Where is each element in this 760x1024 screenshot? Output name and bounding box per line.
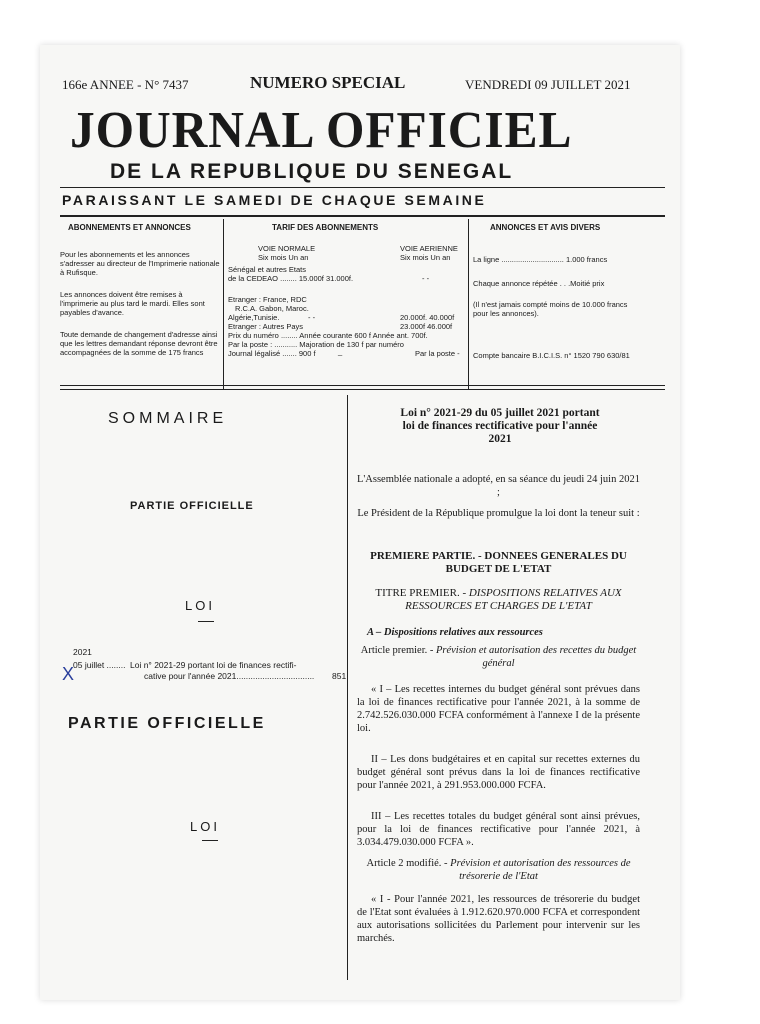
tariff-row-france: Etranger : France, RDC [228,295,307,304]
tariff-row-legalise-dash: _ [338,347,343,356]
promulgation-text: Le Président de la République promulgue la loi dont la teneur suit : [357,508,640,519]
section-a-heading: A – Dispositions relatives aux ressources [367,627,543,638]
divider [60,187,665,188]
ads-line-price: La ligne .............................. 1.000 francs [473,255,608,264]
divider [60,215,665,217]
divider [223,219,224,389]
sommaire-heading: SOMMAIRE [108,410,228,427]
titre-premier-rest: DISPOSITIONS RELATIVES AUX RESSOURCES ET CHARGES DE L'ETAT [405,587,622,612]
tariff-row-algerie-normal: - - [308,313,316,322]
column-divider [347,395,348,980]
tariff-row-legalise-post: Par la poste - [415,349,460,358]
journal-subtitle: DE LA REPUBLIQUE DU SENEGAL [110,160,514,183]
law-title: Loi n° 2021-29 du 05 juillet 2021 portant loi de finances rectificative pour l'année 2021 [400,407,600,445]
divider [468,219,469,389]
special-issue-label: NUMERO SPECIAL [250,73,406,92]
divider [60,389,665,390]
voie-aerienne-label: VOIE AERIENNE [400,244,458,253]
article-1-heading [357,644,640,670]
handwritten-mark: X [62,664,75,684]
entry-date: 05 juillet ........ [73,660,126,670]
ads-minimum: (Il n'est jamais compté moins de 10.000 francs pour les annonces). [473,300,628,318]
partie-officielle-heading: PARTIE OFFICIELLE [130,500,254,512]
loi-heading: LOI [185,598,215,613]
subscriptions-text-2: Les annonces doivent être remises à l'imprimerie au plus tard le mardi. Elles sont payables d'avance. [60,290,205,317]
tariffs-heading: TARIF DES ABONNEMENTS [272,223,379,232]
entry-year: 2021 [73,647,92,657]
tariff-row-cedeao: de la CEDEAO ........ 15.000f 31.000f. [228,274,354,283]
divider [202,840,218,841]
tariff-row-autres: Etranger : Autres Pays [228,322,304,331]
tariff-row-poste: Par la poste : ........... Majoration de 130 f par numéro [228,340,404,349]
tariff-row-cedeao-air: - - [422,274,430,283]
article-2-heading [357,857,640,883]
entry-page: 851 [332,671,347,681]
article-2-title: Prévision et autorisation des ressources de trésorerie de l'Etat [450,858,631,882]
titre-premier-lead: TITRE PREMIER. - [375,587,467,599]
divider [198,621,214,622]
tariff-row-prix: Prix du numéro ........ Année courante 600 f Année ant. 700f. [228,331,428,340]
subscriptions-heading: ABONNEMENTS ET ANNONCES [68,223,191,232]
tariff-row-senegal: Sénégal et autres Etats [228,265,306,274]
tariff-row-rca: R.C.A. Gabon, Maroc. [235,304,309,313]
article-1-paragraph-1: « I – Les recettes internes du budget général sont prévues dans la loi de finances rectificative pour l'année 2021, à la somme de 2.742.526.030.000 FCFA conformément à l'annexe I de la présente loi. [357,684,640,734]
divider [60,385,665,386]
article-2-lead: Article 2 modifié. - [366,858,448,869]
tariff-row-legalise: Journal légalisé ....... 900 f [228,349,316,358]
tariff-row-autres-air: 23.000f 46.000f [400,322,453,331]
article-1-lead: Article premier. - [360,645,434,656]
publication-frequency: PARAISSANT LE SAMEDI DE CHAQUE SEMAINE [62,192,487,208]
tariff-row-algerie: Algérie,Tunisie. [228,313,280,322]
article-1-paragraph-3: III – Les recettes totales du budget général sont ainsi prévues, pour la loi de finances rectificative pour l'année 2021, à 3.034.479.030.000 FCFA ». [357,811,640,848]
article-2-paragraph-1: « I - Pour l'année 2021, les ressources de trésorerie du budget de l'Etat sont évaluées à 1.912.620.970.000 FCFA et correspondent aux autorisations sollicitées du Parlement pour intervenir sur les marchés. [357,894,640,944]
subscriptions-text-1: Pour les abonnements et les annonces s'adresser au directeur de l'Imprimerie nationale à Rufisque. [60,250,220,277]
loi-heading-2: LOI [190,819,220,834]
bank-account: Compte bancaire B.I.C.I.S. n° 1520 790 630/81 [473,351,630,360]
partie-officielle-heading-2: PARTIE OFFICIELLE [68,715,266,732]
part-one-heading: PREMIERE PARTIE. - DONNEES GENERALES DU BUDGET DE L'ETAT [370,550,627,575]
article-1-title: Prévision et autorisation des recettes du budget général [435,645,637,669]
ads-heading: ANNONCES ET AVIS DIVERS [490,223,601,232]
document-page [40,45,680,1000]
subscriptions-text-3: Toute demande de changement d'adresse ainsi que les lettres demandant réponse devront être accompagnées de la somme de 175 francs [60,330,218,357]
ads-repeat-price: Chaque annonce répétée . . .Moitié prix [473,279,605,288]
tariff-row-algerie-air: 20.000f. 40.000f [400,313,455,322]
journal-title: JOURNAL OFFICIEL [70,102,573,159]
entry-title-2: cative pour l'année 2021................................. [144,671,315,681]
issue-number: 166e ANNEE - N° 7437 [62,77,189,92]
issue-date: VENDREDI 09 JUILLET 2021 [465,77,631,92]
titre-premier [357,587,640,613]
voie-normale-columns: Six mois Un an [258,253,309,262]
article-1-paragraph-2: II – Les dons budgétaires et en capital sur recettes externes du budget général sont prévus dans la loi de finances rectificative pour l'année 2021, à 291.953.000.000 FCFA. [357,754,640,791]
voie-normale-label: VOIE NORMALE [258,244,316,253]
entry-title-1: Loi n° 2021-29 portant loi de finances rectifi- [130,660,297,670]
voie-aerienne-columns: Six mois Un an [400,253,451,262]
adoption-text: L'Assemblée nationale a adopté, en sa séance du jeudi 24 juin 2021 ; [357,474,640,498]
